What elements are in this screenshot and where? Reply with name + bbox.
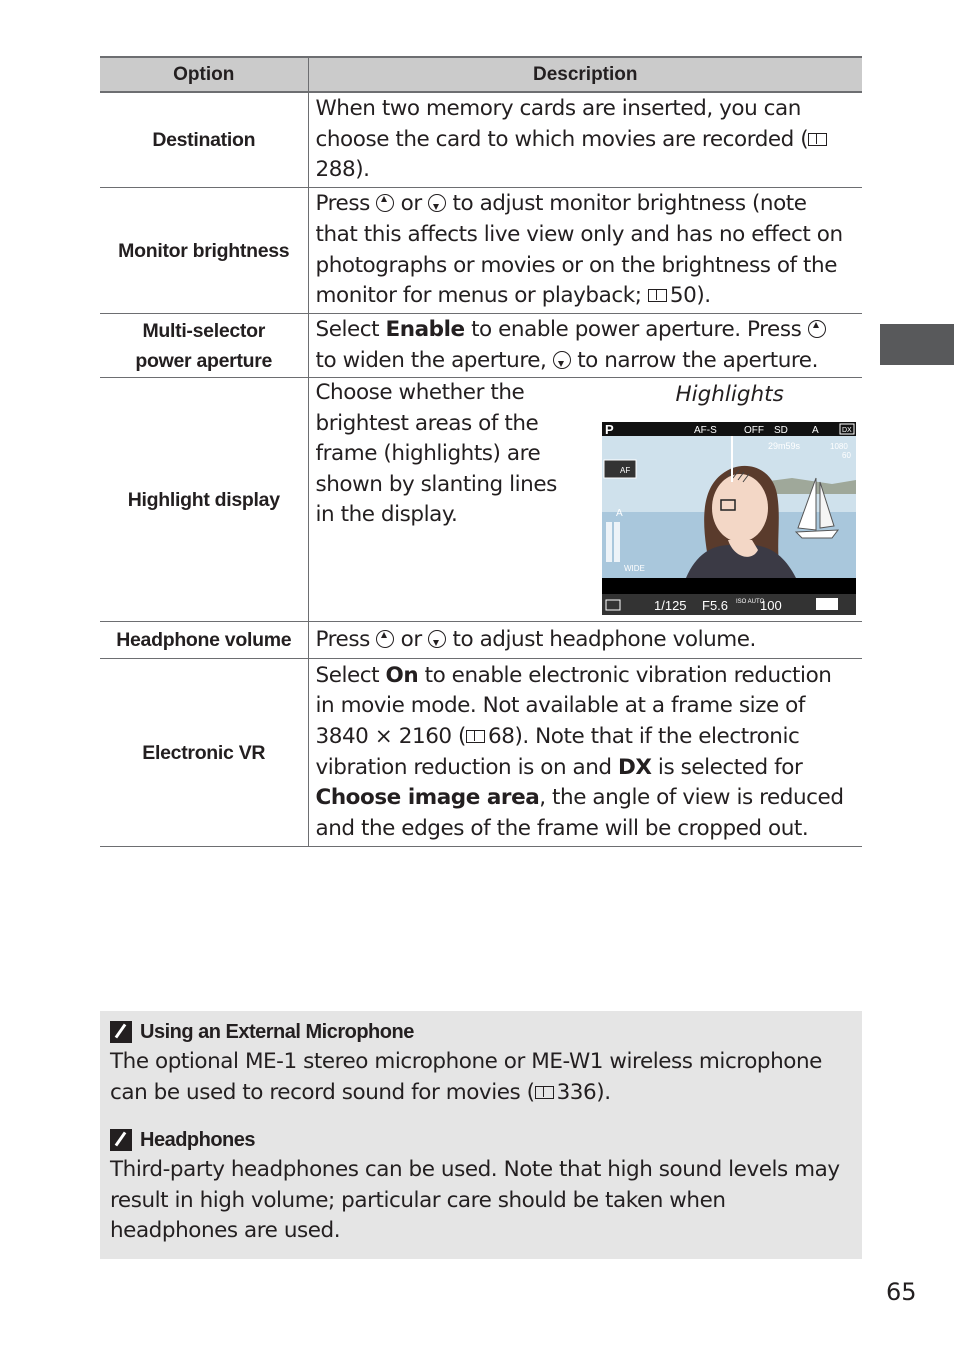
table-row	[100, 378, 862, 622]
option-name: Monitor brightness	[100, 188, 308, 314]
multi-selector-up-icon	[376, 630, 394, 648]
note-title: Headphones	[110, 1125, 852, 1155]
option-description: When two memory cards are inserted, you can choose the card to which movies are recorded (288).	[308, 92, 862, 188]
option-description: Press or to adjust headphone volume.	[308, 622, 862, 659]
multi-selector-down-icon	[428, 194, 446, 212]
table-row	[100, 188, 862, 314]
book-icon	[466, 730, 485, 743]
svg-text:SD: SD	[773, 425, 788, 436]
note-title: Using an External Microphone	[110, 1017, 852, 1047]
option-name: Headphone volume	[100, 622, 308, 659]
svg-text:OFF: OFF	[743, 425, 764, 436]
chapter-tab	[880, 324, 954, 365]
svg-text:F5.6: F5.6	[701, 598, 728, 613]
note-pencil-icon	[110, 1129, 132, 1151]
svg-text:60: 60	[841, 451, 851, 460]
svg-text:WIDE: WIDE	[623, 564, 645, 573]
option-name: Destination	[100, 92, 308, 188]
svg-text:A: A	[615, 508, 623, 519]
notes-box	[100, 1011, 862, 1259]
svg-text:1/125: 1/125	[653, 598, 687, 613]
book-icon	[648, 289, 667, 302]
book-icon	[808, 133, 827, 146]
option-table	[100, 56, 862, 847]
multi-selector-down-icon	[553, 351, 571, 369]
option-name: Multi-selector power aperture	[100, 314, 308, 378]
svg-text:1080: 1080	[829, 442, 848, 451]
lcd-mode: P	[604, 422, 614, 437]
live-view-display	[602, 422, 856, 615]
option-description: Select On to enable electronic vibration reduction in movie mode. Not available at a frame size of 3840 × 2160 ( 68). Note that if the electronic vibration reduction is on and DX is selected for Choose image area, the angle of view is reduced and the edges of the frame will be cropped out.	[308, 659, 862, 847]
multi-selector-up-icon	[376, 194, 394, 212]
header-description: Description	[308, 57, 862, 92]
svg-text:29m59s: 29m59s	[767, 441, 800, 451]
multi-selector-down-icon	[428, 630, 446, 648]
table-row	[100, 92, 862, 188]
svg-text:A: A	[811, 425, 819, 436]
option-description: Select Enable to enable power aperture. Press to widen the aperture, to narrow the aperture.	[308, 314, 862, 378]
option-description	[308, 378, 862, 622]
table-row	[100, 622, 862, 659]
note-pencil-icon	[110, 1021, 132, 1043]
highlight-description: Choose whether the brightest areas of the frame (highlights) are shown by slanting lines in the display.	[315, 380, 557, 528]
svg-text:AF-S: AF-S	[693, 425, 717, 436]
book-icon	[535, 1086, 554, 1099]
table-row	[100, 659, 862, 847]
highlights-callout: Highlights	[675, 382, 784, 407]
svg-text:DX: DX	[841, 427, 852, 434]
page-number: 65	[886, 1278, 917, 1306]
svg-text:AF: AF	[619, 466, 630, 475]
note-body: The optional ME-1 stereo microphone or ME-W1 wireless microphone can be used to record sound for movies ( 336).	[110, 1049, 822, 1105]
option-name: Electronic VR	[100, 659, 308, 847]
svg-text:100: 100	[759, 598, 782, 613]
multi-selector-up-icon	[808, 320, 826, 338]
note-body: Third-party headphones can be used. Note that high sound levels may result in high volume; particular care should be taken when headphones are used.	[110, 1157, 840, 1244]
table-header	[100, 57, 862, 92]
svg-text:ISO AUTO: ISO AUTO	[735, 599, 764, 605]
option-description: Press or to adjust monitor brightness (note that this affects live view only and has no effect on photographs or movies or on the brightness of the monitor for menus or playback; 50).	[308, 188, 862, 314]
table-row	[100, 314, 862, 378]
option-name: Highlight display	[100, 378, 308, 622]
header-option: Option	[100, 57, 308, 92]
